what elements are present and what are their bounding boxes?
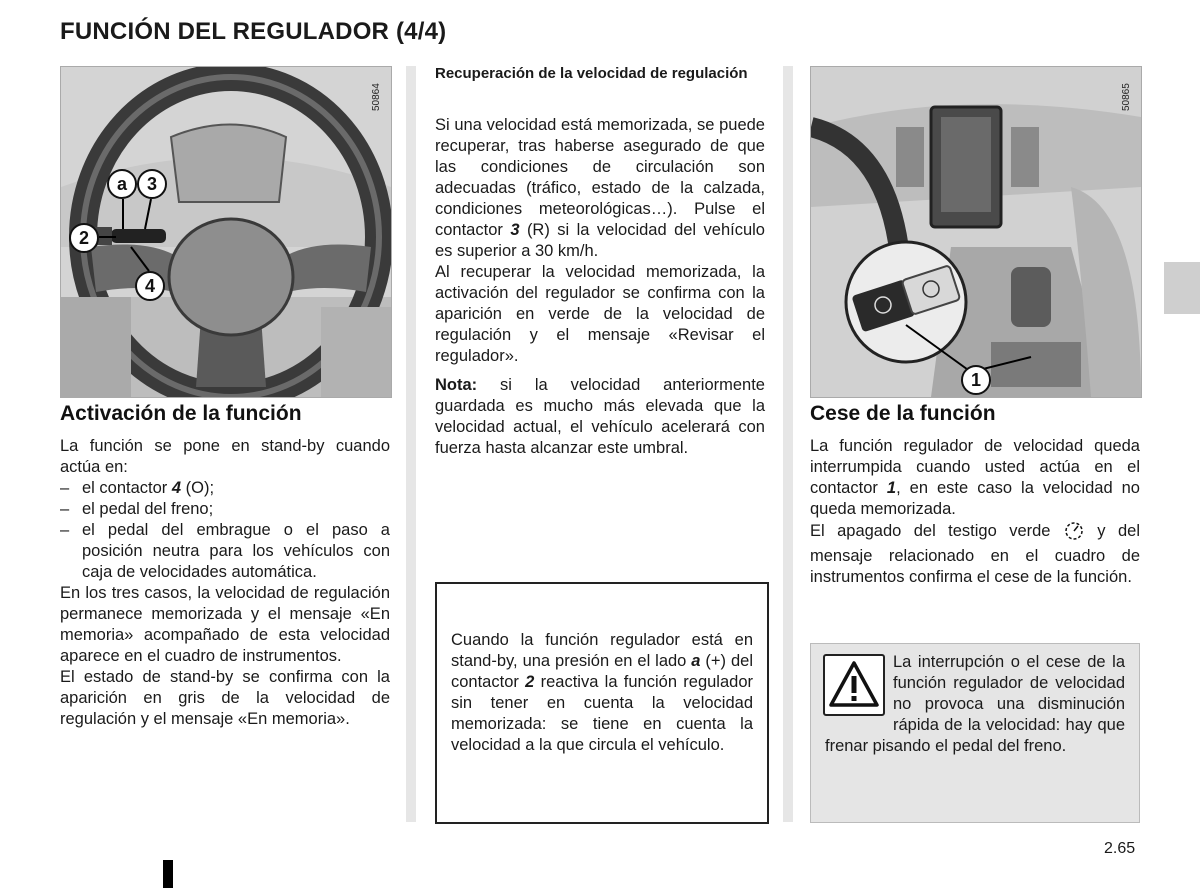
activation-text bbox=[60, 436, 390, 730]
activation-intro: La función se pone en stand-by cuando actúa en: bbox=[60, 437, 390, 476]
warning-text: La interrupción o el cese de la función regulador de velocidad no provoca una disminución rápida de la velocidad: hay que frenar pisando el pedal del freno. bbox=[825, 653, 1125, 755]
figure-steering-wheel bbox=[60, 66, 392, 398]
callout-1: 1 bbox=[961, 365, 991, 395]
figure-code: 50864 bbox=[371, 83, 382, 111]
center-console-illustration bbox=[811, 67, 1141, 397]
cease-para1: La función regulador de velocidad queda interrumpida cuando usted actúa en el contactor 1, en este caso la velocidad no queda memorizada. bbox=[810, 437, 1140, 518]
cease-text bbox=[810, 436, 1140, 588]
section-heading-cease: Cese de la función bbox=[810, 402, 996, 425]
chapter-tab bbox=[1164, 262, 1200, 314]
recovery-para1: Si una velocidad está memorizada, se puede recuperar, tras haberse asegurado de que las condiciones de circulación son adecuadas (tráfico, estado de la calzada, condiciones meteorológicas…). Pulse el contactor 3 (R) si la velocidad del vehículo es superior a 30 km/h. bbox=[435, 116, 765, 260]
standby-note-text: Cuando la función regulador está en stand-by, una presión en el lado a (+) del contactor 2 reactiva la función regulador sin tener en cuenta la velocidad memorizada: se tiene en cuenta la velocidad a la que circula el vehículo. bbox=[451, 631, 753, 754]
figure-code: 50865 bbox=[1121, 83, 1132, 111]
footer-mark bbox=[163, 860, 173, 888]
warning-icon-spacer bbox=[825, 652, 893, 732]
activation-para1: En los tres casos, la velocidad de regulación permanece memorizada y el mensaje «En memoria» acompañado de esta velocidad aparece en el cuadro de instrumentos. bbox=[60, 584, 390, 665]
list-item: – el pedal del embrague o el paso a posición neutra para los vehículos con caja de velocidades automática. bbox=[60, 521, 390, 581]
activation-para2: El estado de stand-by se confirma con la aparición en gris de la velocidad de regulación y el mensaje «En memoria». bbox=[60, 668, 390, 728]
warning-box bbox=[810, 643, 1140, 823]
cease-para2: El apagado del testigo verde y del mensaje relacionado en el cuadro de instrumentos confirma el cese de la función. bbox=[810, 522, 1140, 586]
standby-note-box bbox=[435, 582, 769, 824]
callout-3: 3 bbox=[137, 169, 167, 199]
callout-2: 2 bbox=[69, 223, 99, 253]
callout-a: a bbox=[107, 169, 137, 199]
list-item: – el contactor 4 (O); bbox=[60, 479, 215, 497]
speedometer-icon bbox=[1063, 520, 1085, 546]
recovery-para2: Al recuperar la velocidad memorizada, la activación del regulador se confirma con la aparición en verde de la velocidad de regulación y el mensaje «Revisar el regulador». bbox=[435, 263, 765, 365]
section-heading-activation: Activación de la función bbox=[60, 402, 302, 425]
section-heading-recovery: Recuperación de la velocidad de regulación bbox=[435, 65, 748, 82]
page-title: FUNCIÓN DEL REGULADOR (4/4) bbox=[60, 18, 447, 45]
list-item: – el pedal del freno; bbox=[60, 500, 214, 518]
recovery-text bbox=[435, 115, 765, 459]
recovery-note: Nota: si la velocidad anteriormente guardada es mucho más elevada que la velocidad actual, el vehículo acelerará con fuerza hasta alcanzar este umbral. bbox=[435, 376, 765, 457]
figure-center-console bbox=[810, 66, 1142, 398]
column-separator bbox=[783, 66, 793, 822]
page-number: 2.65 bbox=[1104, 840, 1136, 857]
callout-4: 4 bbox=[135, 271, 165, 301]
steering-wheel-illustration bbox=[61, 67, 391, 397]
column-separator bbox=[406, 66, 416, 822]
